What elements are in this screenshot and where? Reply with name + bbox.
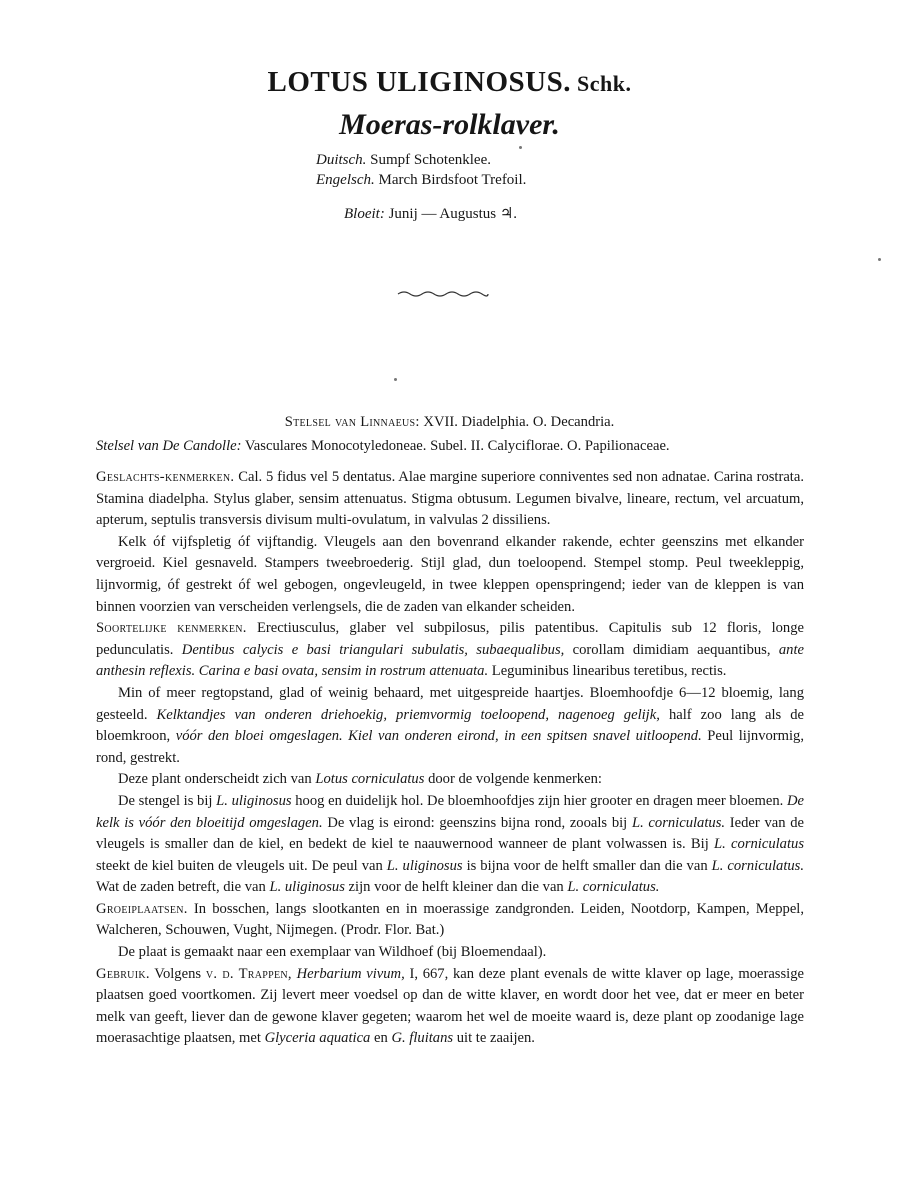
text-run: I, 667, kan deze plant evenals de witte klaver op lage, moerassige plaatsen goed voortkomen. Zij levert meer voedsel op dan de witte klaver, en wordt door het vee, dat er meer en beter melk van geeft, liever dan de gewone klaver gegeten; waarom het wel de moeite waard is, deze plant op zoodanige lage moerasachtige plaatsen, met xyxy=(96,965,804,1047)
species-characters-label: Soortelijke kenmerken. xyxy=(96,620,247,637)
genus-characters-label: Geslachts-kenmerken. xyxy=(96,469,235,485)
text-run: Peul lijnvormig, rond, gestrekt. xyxy=(96,728,804,766)
comparison-text xyxy=(96,791,804,899)
text-run-italic: Glyceria aquatica xyxy=(264,1030,371,1047)
text-run: Ieder van de vleugels is smaller dan de kiel, en bedekt de kiel te naauwernood wanneer de plant volwassen is. Bij xyxy=(96,814,805,853)
text-run-italic: L. uliginosus xyxy=(216,792,292,809)
comparison-intro xyxy=(96,769,804,791)
text-run-italic: Kelktandjes van onderen driehoekig, priemvormig toeloopend, nagenoeg gelijk, xyxy=(156,706,660,723)
species-name: LOTUS ULIGINOSUS. xyxy=(267,66,571,98)
bloei-value: Junij — Augustus ♃. xyxy=(388,206,518,222)
species-characters-dutch xyxy=(96,683,804,769)
text-run-smallcaps: v. d. Trappen, xyxy=(205,965,292,982)
text-run: is bijna voor de helft smaller dan die van xyxy=(466,857,708,874)
text-run: hoog en duidelijk hol. De bloemhoofdjes zijn hier grooter en dragen meer bloemen. xyxy=(295,792,784,809)
text-run-italic: De kelk is vóór den bloeitijd omgeslagen. xyxy=(96,792,805,831)
text-run: door de volgende kenmerken: xyxy=(428,771,602,788)
german-name-line xyxy=(316,150,526,170)
text-run-italic: Dentibus calycis e basi triangulari subulatis, subaequalibus, xyxy=(181,641,565,658)
text-run: De stengel is bij xyxy=(118,792,213,809)
genus-characters-latin xyxy=(96,467,804,532)
german-name: Sumpf Schotenklee. xyxy=(370,152,491,168)
print-speck xyxy=(878,258,881,261)
text-run: uit te zaaijen. xyxy=(456,1030,535,1047)
text-run-italic: L. corniculatus. xyxy=(567,879,660,896)
species-author: Schk. xyxy=(576,71,632,96)
ornament-divider xyxy=(396,289,490,299)
usage-label: Gebruik. xyxy=(96,965,150,982)
english-label: Engelsch. xyxy=(316,172,375,188)
print-speck xyxy=(519,146,522,149)
text-run: Wat de zaden betreft, die van xyxy=(96,879,266,896)
vernacular-names xyxy=(316,150,526,190)
text-run: Leguminibus linearibus teretibus, rectis. xyxy=(491,663,727,680)
linnaeus-value: XVII. Diadelphia. O. Decandria. xyxy=(423,414,615,430)
habitat-label: Groeiplaatsen. xyxy=(96,900,188,917)
text-run: Deze plant onderscheidt zich van xyxy=(118,771,312,788)
decandolle-system xyxy=(96,438,804,455)
text-run-italic: L. uliginosus xyxy=(386,857,463,874)
habitat xyxy=(96,899,804,942)
text-run: zijn voor de helft kleiner dan die van xyxy=(348,879,564,896)
text-run-italic: L. uliginosus xyxy=(269,879,345,896)
linnaeus-system xyxy=(0,414,899,431)
text-run-italic: L. corniculatus. xyxy=(631,814,726,831)
text-run: Volgens xyxy=(154,965,202,982)
text-run-italic: G. fluitans xyxy=(391,1030,454,1047)
genus-characters-text: Cal. 5 fidus vel 5 dentatus. Alae margine superiore conniventes sed non adnatae. Carina rostrata. Stamina diadelpha. Stylus glaber, sensim attenuatus. Stigma obtusum. Legumen bivalve, lineare, rectum, vel arcuatum, apterum, septulis transversis divisum multi-ovulatum, in valvulas 2 dissiliens. xyxy=(96,469,804,529)
usage xyxy=(96,964,804,1050)
text-run: corollam dimidiam aequantibus, xyxy=(572,641,771,658)
text-run-italic: ante anthesin reflexis. Carina e basi ovata, sensim in rostrum attenuata. xyxy=(96,641,804,680)
english-name: March Birdsfoot Trefoil. xyxy=(378,172,527,188)
text-run-italic: L. corniculatus xyxy=(714,836,805,853)
text-run-italic: vóór den bloei omgeslagen. Kiel van onderen eirond, in een spitsen snavel uitloopend. xyxy=(175,728,702,745)
text-run: Min of meer regtopstand, glad of weinig behaard, met uitgespreide haartjes. Bloemhoofdje 6—12 bloemig, lang gesteeld. xyxy=(96,684,804,723)
flowering-period xyxy=(344,204,517,223)
text-run: en xyxy=(374,1030,388,1047)
plate-note: De plaat is gemaakt naar een exemplaar van Wildhoef (bij Bloemendaal). xyxy=(118,944,547,961)
decandolle-value: Vasculares Monocotyledoneae. Subel. II. Calyciflorae. O. Papilionaceae. xyxy=(244,438,670,454)
common-name: Moeras-rolklaver. xyxy=(339,108,560,141)
english-name-line xyxy=(316,170,526,190)
text-run: half zoo lang als de bloemkroon, xyxy=(96,706,805,745)
bloei-label: Bloeit: xyxy=(344,206,385,222)
text-run-italic: Lotus corniculatus xyxy=(315,771,425,788)
linnaeus-label: Stelsel van Linnaeus: xyxy=(284,414,420,430)
print-speck xyxy=(394,378,397,381)
text-run-italic: Herbarium vivum, xyxy=(296,965,405,982)
decandolle-label: Stelsel van De Candolle: xyxy=(96,438,242,454)
text-run: Erectiusculus, glaber vel subpilosus, pilis patentibus. Capitulis sub 12 floris, longe pedunculatis. xyxy=(96,620,804,658)
text-run-italic: L. corniculatus. xyxy=(711,857,804,874)
german-label: Duitsch. xyxy=(316,152,367,168)
description-body xyxy=(96,467,804,1050)
species-characters-latin xyxy=(96,618,804,683)
text-run: steekt de kiel buiten de vleugels uit. De peul van xyxy=(96,857,383,874)
text-run: De vlag is eirond: geenszins bijna rond, zooals bij xyxy=(327,814,628,831)
page-title xyxy=(0,66,899,99)
genus-characters-dutch: Kelk óf vijfspletig óf vijftandig. Vleugels aan den bovenrand elkander rakende, echter geenszins met elkander vergroeid. Kiel gesnaveld. Stampers tweebroederig. Stijl glad, dun toeloopend. Stempel stomp. Peul tweekleppig, lijnvormig, óf gestrekt óf wel gebogen, ongevleugeld, in twee kleppen openspringend; ieder van de kleppen is van binnen voorzien van verscheiden verlengsels, die de zaden van elkander scheiden. xyxy=(96,533,804,615)
habitat-text: In bosschen, langs slootkanten en in moerassige zandgronden. Leiden, Nootdorp, Kampen, Meppel, Walcheren, Schouwen, Vught, Nijmegen. (Prodr. Flor. Bat.) xyxy=(96,900,804,939)
